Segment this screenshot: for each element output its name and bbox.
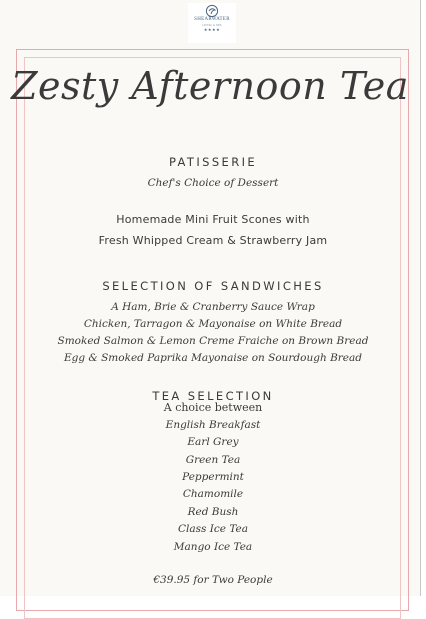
sandwich-item: Egg & Smoked Paprika Mayonaise on Sourdough Bread	[63, 352, 362, 364]
tea-item: Peppermint	[182, 471, 244, 483]
tea-heading: TEA SELECTION	[152, 389, 274, 403]
bird-logo-icon	[205, 4, 219, 18]
tea-subheading: A choice between	[163, 401, 263, 414]
logo-stars: ★★★★	[203, 27, 221, 32]
sandwich-item: A Ham, Brie & Cranberry Sauce Wrap	[111, 301, 315, 313]
tea-item: Class Ice Tea	[177, 523, 248, 535]
sandwich-item: Chicken, Tarragon & Mayonaise on White Bread	[83, 318, 343, 330]
sandwich-item: Smoked Salmon & Lemon Creme Fraiche on Brown Bread	[57, 335, 369, 347]
patisserie-heading: PATISSERIE	[168, 155, 258, 169]
scones-line-1: Homemade Mini Fruit Scones with	[116, 213, 310, 226]
hotel-logo	[188, 3, 236, 43]
tea-item: English Breakfast	[165, 419, 261, 431]
tea-item: Chamomile	[182, 488, 244, 500]
menu-title: Zesty Afternoon Tea	[11, 64, 409, 108]
patisserie-item: Chef's Choice of Dessert	[147, 177, 279, 189]
price: €39.95 for Two People	[153, 574, 273, 586]
tea-item: Mango Ice Tea	[173, 541, 253, 553]
tea-item: Green Tea	[185, 454, 241, 466]
tea-item: Earl Grey	[187, 436, 239, 448]
scones-line-2: Fresh Whipped Cream & Strawberry Jam	[98, 234, 328, 247]
sandwiches-heading: SELECTION OF SANDWICHES	[102, 279, 324, 293]
tea-item: Red Bush	[187, 506, 239, 518]
logo-name: SHEARWATER	[194, 17, 230, 22]
logo-subtitle: HOTEL & SPA	[202, 23, 222, 27]
